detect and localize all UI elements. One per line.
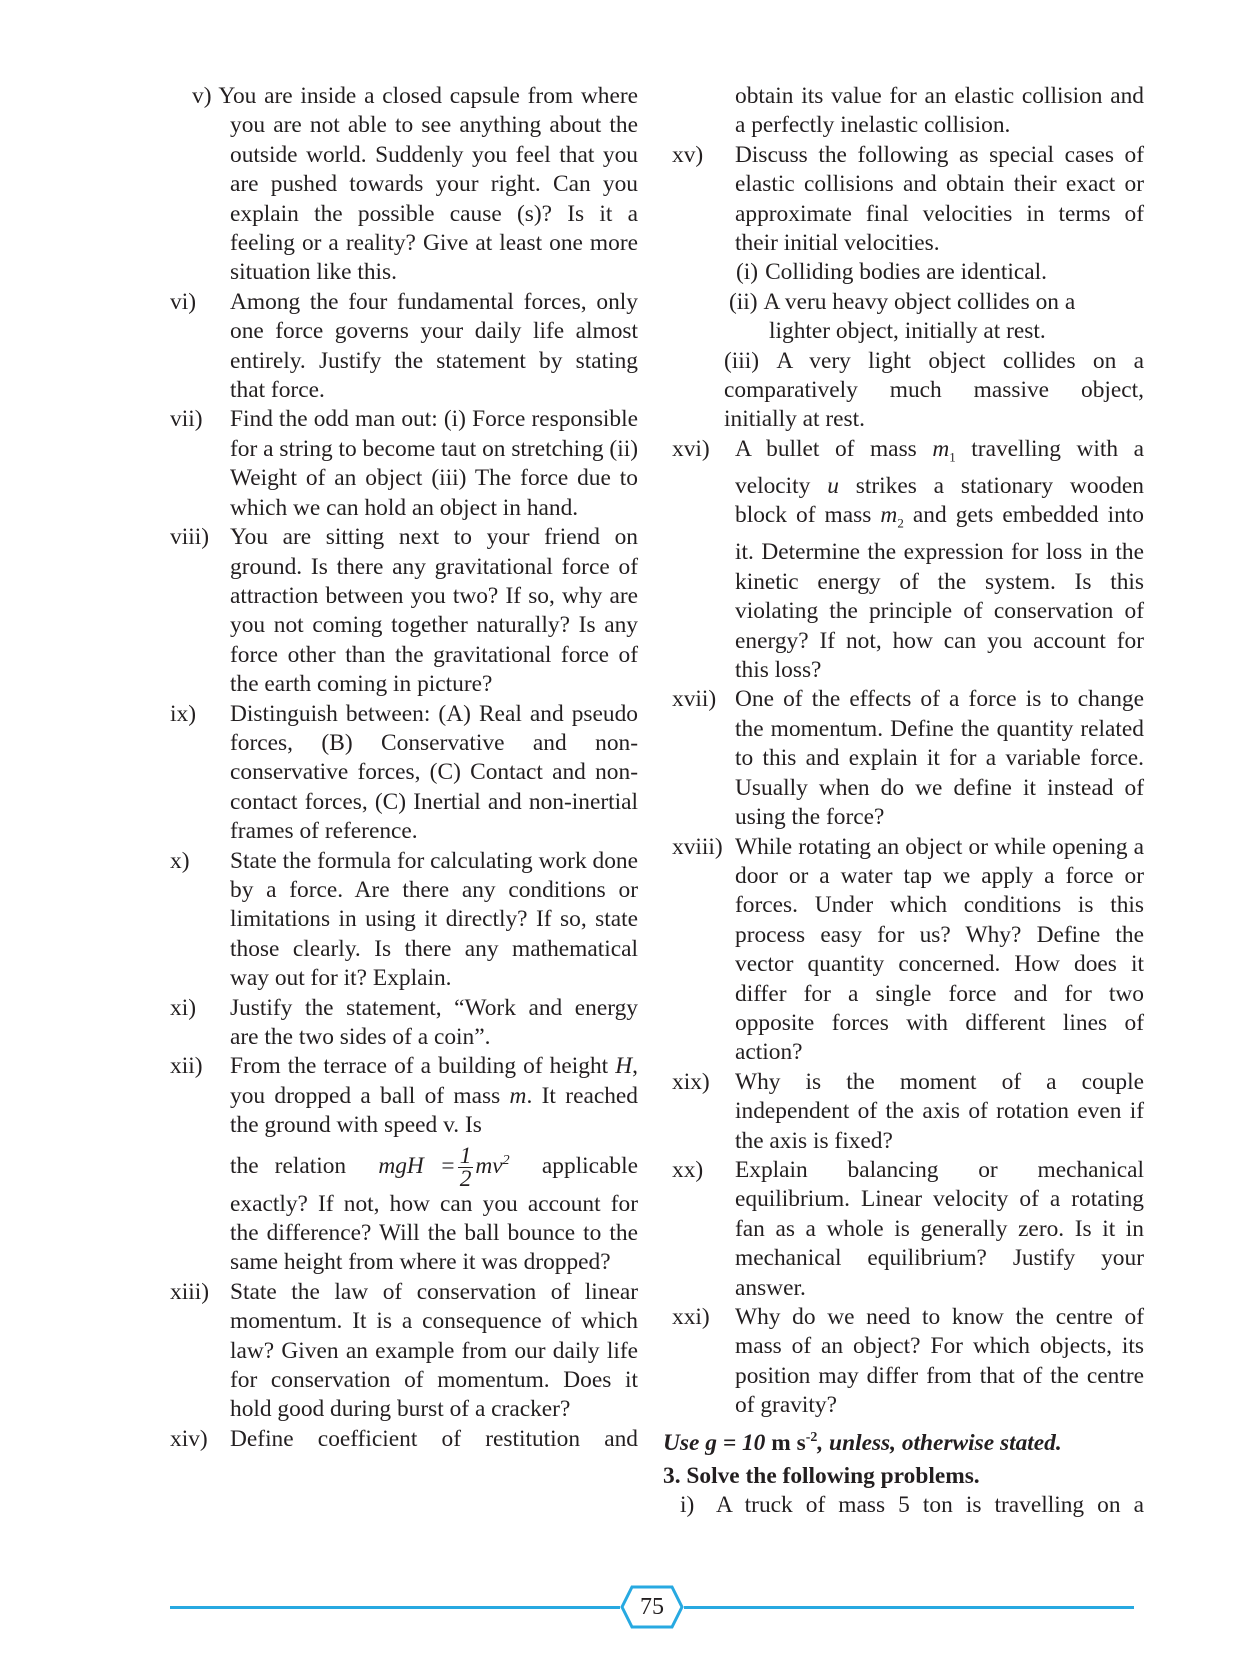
question-number: x) [170,847,190,874]
question-number: xviii) [672,833,723,860]
question-text: Why do we need to know the centre of mass of an object? For which objects, its position may differ from that of the centre of gravity? [735,1304,1144,1419]
question-ix [170,700,638,847]
question-number: xii) [170,1053,203,1080]
question-text: One of the effects of a force is to change the momentum. Define the quantity related to this and explain it for a variable force. Usually when do we define it instead of using the force? [735,686,1144,831]
subquestion-i [672,258,1144,287]
left-column [170,82,638,1454]
question-number: xv) [672,141,704,168]
question-text: Why is the moment of a couple independent of the axis of rotation even if the axis is fixed? [735,1068,1144,1154]
subquestion-number: (i) [736,259,759,286]
question-number: xix) [672,1068,710,1095]
problem-text: A truck of mass 5 ton is travelling on a [716,1492,1144,1519]
question-text: Discuss the following as special cases of elastic collisions and obtain their exact or approximate final velocities in terms of their initial velocities. [735,141,1144,257]
fraction-half: $\frac{1}{2}$ [459,1142,472,1192]
question-xix [672,1068,1144,1156]
question-x [170,847,638,994]
question-viii [170,523,638,699]
question-text: State the formula for calculating work done by a force. Are there any conditions or limitations in using it directly? If so, state those clearly. Is there any mathematical way out for it? Explain. [230,847,638,992]
question-xviii [672,833,1144,1068]
question-text: While rotating an object or while opening a door or a water tap we apply a force or forces. Under which conditions is this process easy for us? Why? Define the vector quantity concerned. How does it differ for a single force and for two opposite forces with different lines of action? [735,833,1144,1066]
gravity-note: Use g = 10 m $s^{-2}$, unless, otherwise stated. [663,1429,1062,1456]
question-vi [170,288,638,406]
mass-symbol: m [509,1082,527,1109]
question-xv [672,141,1144,259]
section-heading: 3. Solve the following problems. [663,1462,980,1489]
question-text: Find the odd man out: (i) Force responsible for a string to become taut on stretching (ii) Weight of an object (iii) The force due to which we can hold an object in hand. [230,406,638,521]
question-xi [170,994,638,1053]
mass-symbol: m [880,502,898,529]
question-xiv [170,1425,638,1454]
question-text: A bullet of mass $m_1$ travelling with a velocity u strikes a stationary wooden block of mass $m_2$ and gets embedded into it. Determine the expression for loss in the kinetic energy of the system. Is this violating the principle of conservation of energy? If not, how can you account for this loss? [735,435,1144,684]
question-text: State the law of conservation of linear momentum. It is a consequence of which law? Given an example from our daily life for conservation of momentum. Does it hold good during burst of a cracker? [230,1278,638,1423]
subquestion-number: (iii) [724,347,760,374]
question-number: xvi) [672,435,710,462]
height-symbol: H [615,1053,633,1080]
question-number: xiii) [170,1278,209,1305]
subquestion-iii [672,347,1144,435]
formula: mgH = $\frac{1}{2}$ $mv^2$ [378,1142,510,1192]
velocity-symbol: u [827,472,839,499]
question-text: You are inside a closed capsule from where you are not able to see anything about the outside world. Suddenly you feel that you are pushed towards your right. Can you explain the possible cause (s)? Is it a feeling or a reality? Give at least one more situation like this. [218,83,639,286]
question-number: vii) [170,406,203,433]
page-number: 75 [640,1594,664,1620]
subquestion-ii [672,288,1144,347]
question-number: ix) [170,700,196,727]
question-xiii [170,1278,638,1425]
subquestion-text: A very light object collides on a comparatively much massive object, initially at rest. [724,347,1144,433]
question-number: v) [192,83,212,109]
question-xxi [672,1303,1144,1421]
subquestion-number: (ii) [729,288,758,315]
question-xvii [672,685,1144,832]
question-number: viii) [170,524,209,551]
question-number: xvii) [672,686,717,713]
question-number: xiv) [170,1425,208,1452]
subquestion-text: A veru heavy object collides on a [763,288,1076,315]
question-text: Distinguish between: (A) Real and pseudo forces, (B) Conservative and non-conservative forces, (C) Contact and non-contact forces, (C) Inertial and non-inertial frames of reference. [230,700,638,845]
right-column [663,82,1144,1521]
question-text: Define coefficient of restitution and [230,1425,638,1452]
question-vii [170,405,638,523]
problem-i [680,1491,1144,1520]
question-text: You are sitting next to your friend on ground. Is there any gravitational force of attraction between you two? If so, why are you not coming together naturally? Is any force other than the gravitational force of the earth coming in picture? [230,524,638,698]
question-number: xx) [672,1156,704,1183]
problem-number: i) [680,1492,695,1519]
question-text: Justify the statement, “Work and energy are the two sides of a coin”. [230,994,638,1050]
footer-rule-right [684,1606,1134,1609]
question-number: xi) [170,994,196,1021]
question-text: Explain balancing or mechanical equilibrium. Linear velocity of a rotating fan as a whole is generally zero. Is it in mechanical equilibrium? Justify your answer. [735,1156,1144,1301]
mass-symbol: m [932,435,950,462]
question-xx [672,1156,1144,1303]
question-number: xxi) [672,1304,710,1330]
formula-line: the relation mgH = $\frac{1}{2}$ $mv^2$ applicable exactly? If not, how can you account for the difference? Will the ball bounce to the same height from where it was dropped? [230,1142,638,1276]
subquestion-text-cont: lighter object, initially at rest. [769,318,1046,345]
question-text: Among the four fundamental forces, only one force governs your daily life almost entirely. Justify the statement by stating that force. [230,288,638,404]
question-number: vi) [170,288,196,315]
question-v [170,82,638,288]
footer-rule-left [170,1606,620,1609]
question-xii [170,1052,638,1277]
question-xvi [672,435,1144,686]
question-xiv-continued: obtain its value for an elastic collision and a perfectly inelastic collision. [735,83,1144,139]
question-text: From the terrace of a building of height H, you dropped a ball of mass m. It reached the ground with speed v. Is the relation mgH = $\frac{1}{2}$ $mv^2$ applicable exactly? If not, how can you account for the difference? Will the ball bounce to the same height from where it was dropped? [230,1052,638,1277]
subquestion-text: Colliding bodies are identical. [765,259,1047,286]
